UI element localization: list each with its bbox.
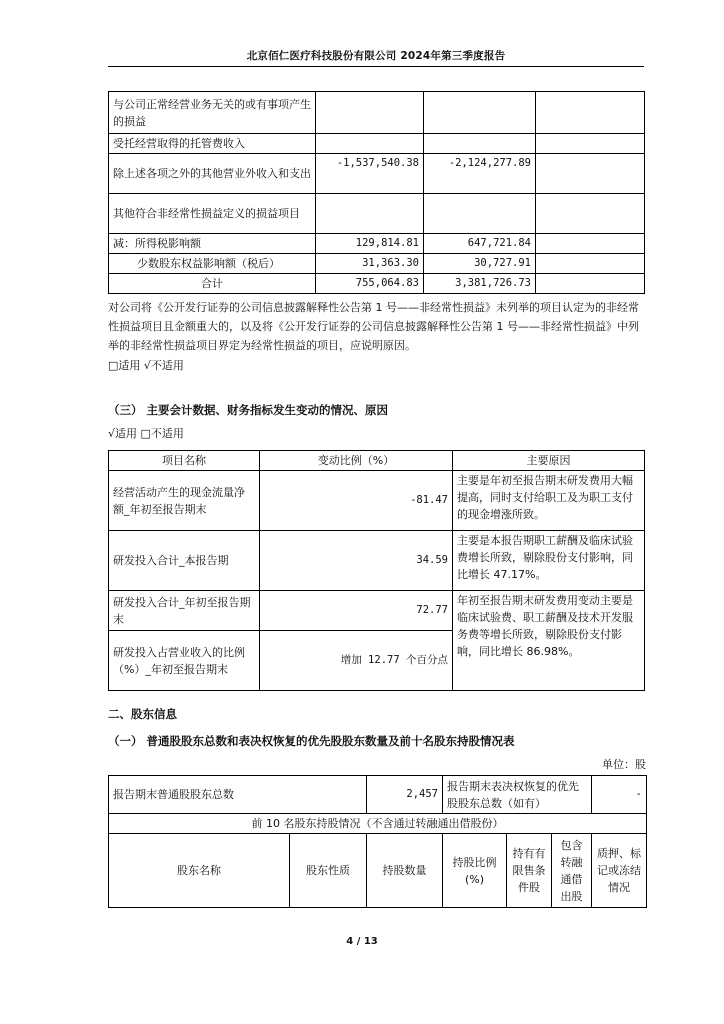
column-header: 股东性质 <box>290 834 367 908</box>
column-header: 股东名称 <box>109 834 290 908</box>
change-ratio: -81.47 <box>260 471 453 531</box>
table-header-row <box>109 451 645 471</box>
item-name: 研发投入合计_本报告期 <box>109 531 260 591</box>
applicability-choice: √适用 □不适用 <box>108 427 184 440</box>
header-divider <box>108 66 644 67</box>
applicability-choice: □适用 √不适用 <box>108 359 184 372</box>
current-value: -1,537,540.38 <box>316 154 424 194</box>
preferred-shareholder-label: 报告期末表决权恢复的优先股股东总数（如有） <box>443 776 592 814</box>
table-row <box>109 92 645 134</box>
nonrecurring-table <box>108 91 645 294</box>
explanation-paragraph: 对公司将《公开发行证券的公司信息披露解释性公告第 1 号——非经常性损益》未列举的项目认定为的非经常性损益项目且金额重大的，以及将《公开发行证券的公司信息披露解释性公告第 1 号——非经常性损益》中列举的非经常性损益项目界定为经常性损益的项目，应说明原因。 <box>108 301 639 352</box>
column-header: 持有有限售条件股 <box>507 834 552 908</box>
table-row <box>109 254 645 274</box>
ytd-value <box>424 134 536 154</box>
total-label: 合计 <box>109 274 316 294</box>
column-header: 主要原因 <box>453 451 645 471</box>
ytd-value: -2,124,277.89 <box>424 154 536 194</box>
top10-title: 前 10 名股东持股情况（不含通过转融通出借股份） <box>109 814 647 834</box>
ytd-value <box>424 92 536 134</box>
section-heading: （三） 主要会计数据、财务指标发生变动的情况、原因 <box>108 403 389 417</box>
table-row <box>109 471 645 531</box>
item-name: 受托经营取得的托管费收入 <box>109 134 316 154</box>
changes-table <box>108 450 645 691</box>
page-number: 4 / 13 <box>346 936 378 947</box>
table-row <box>109 154 645 194</box>
top10-header-row <box>109 834 647 908</box>
table-row <box>109 274 645 294</box>
ytd-value: 30,727.91 <box>424 254 536 274</box>
change-ratio: 72.77 <box>260 591 453 631</box>
change-ratio: 34.59 <box>260 531 453 591</box>
preferred-shareholder-count: - <box>592 776 647 814</box>
current-value: 755,064.83 <box>316 274 424 294</box>
item-name: 少数股东权益影响额（税后） <box>109 254 316 274</box>
section-heading: 二、股东信息 <box>108 707 177 721</box>
note <box>536 194 645 234</box>
item-name: 研发投入占营业收入的比例（%）_年初至报告期末 <box>109 631 260 691</box>
table-row <box>109 234 645 254</box>
item-name: 经营活动产生的现金流量净额_年初至报告期末 <box>109 471 260 531</box>
note <box>536 92 645 134</box>
note <box>536 234 645 254</box>
sub-heading: （一） 普通股股东总数和表决权恢复的优先股股东数量及前十名股东持股情况表 <box>108 734 515 748</box>
report-header: 北京佰仁医疗科技股份有限公司 2024年第三季度报告 <box>246 50 506 62</box>
change-ratio: 增加 12.77 个百分点 <box>260 631 453 691</box>
column-header: 包含转融通借出股 <box>552 834 592 908</box>
item-name: 研发投入合计_年初至报告期末 <box>109 591 260 631</box>
item-name: 减：所得税影响额 <box>109 234 316 254</box>
current-value <box>316 194 424 234</box>
note <box>536 274 645 294</box>
item-name: 除上述各项之外的其他营业外收入和支出 <box>109 154 316 194</box>
ytd-value <box>424 194 536 234</box>
change-reason: 年初至报告期末研发费用变动主要是临床试验费、职工薪酬及技术开发服务费等增长所致，剔除股份支付影响，同比增长 86.98%。 <box>453 591 645 691</box>
unit-label: 单位：股 <box>602 758 646 771</box>
top10-title-row <box>109 814 647 834</box>
common-shareholder-count: 2,457 <box>367 776 443 814</box>
column-header: 持股比例(%) <box>443 834 507 908</box>
current-value <box>316 134 424 154</box>
table-row <box>109 531 645 591</box>
column-header: 项目名称 <box>109 451 260 471</box>
current-value: 129,814.81 <box>316 234 424 254</box>
common-shareholder-label: 报告期末普通股股东总数 <box>109 776 367 814</box>
note <box>536 254 645 274</box>
item-name: 与公司正常经营业务无关的或有事项产生的损益 <box>109 92 316 134</box>
ytd-value: 647,721.84 <box>424 234 536 254</box>
table-row <box>109 591 645 631</box>
current-value: 31,363.30 <box>316 254 424 274</box>
table-row <box>109 134 645 154</box>
column-header: 变动比例（%） <box>260 451 453 471</box>
summary-row <box>109 776 647 814</box>
table-row <box>109 194 645 234</box>
item-name: 其他符合非经常性损益定义的损益项目 <box>109 194 316 234</box>
change-reason: 主要是年初至报告期末研发费用大幅提高，同时支付给职工及为职工支付的现金增涨所致。 <box>453 471 645 531</box>
column-header: 质押、标记或冻结情况 <box>592 834 647 908</box>
note <box>536 134 645 154</box>
column-header: 持股数量 <box>367 834 443 908</box>
current-value <box>316 92 424 134</box>
shareholder-table <box>108 775 647 908</box>
ytd-value: 3,381,726.73 <box>424 274 536 294</box>
change-reason: 主要是本报告期职工薪酬及临床试验费增长所致，剔除股份支付影响，同比增长 47.17%。 <box>453 531 645 591</box>
note <box>536 154 645 194</box>
